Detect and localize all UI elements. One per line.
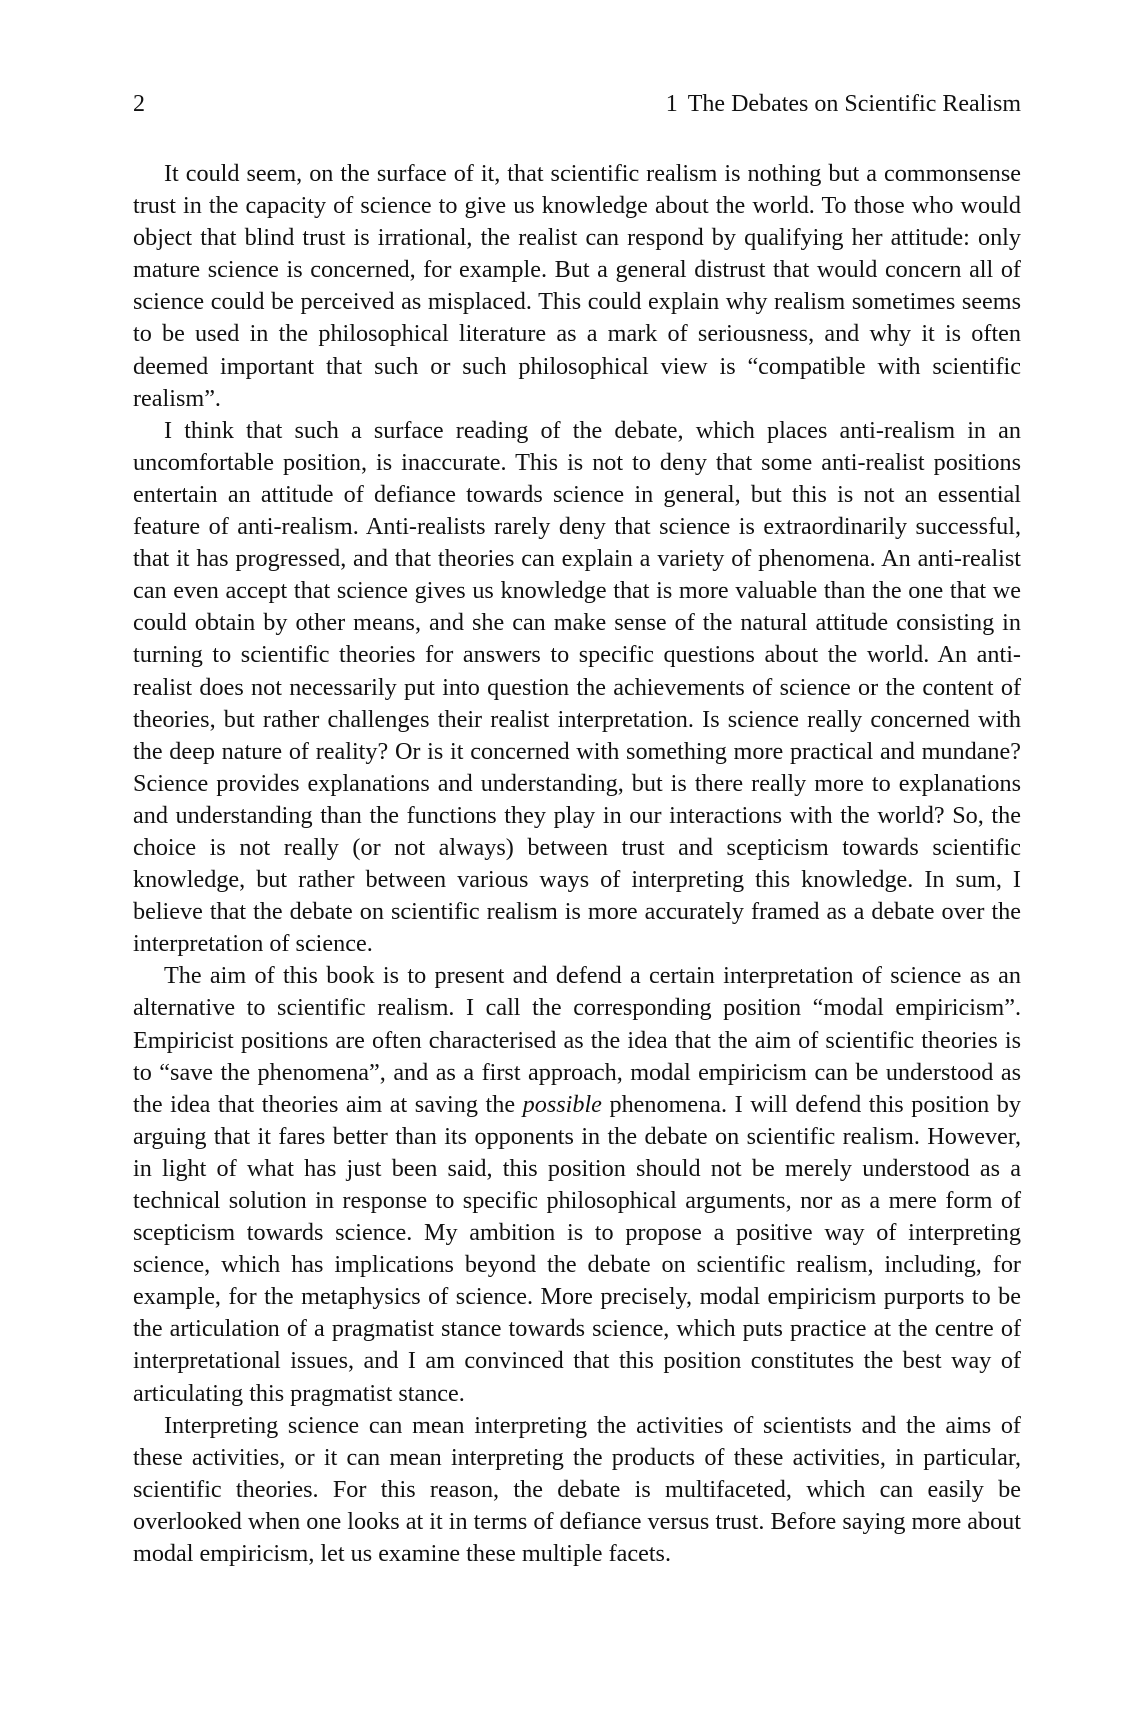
emphasis-possible: possible <box>522 1090 602 1118</box>
running-head-title <box>666 86 1021 122</box>
chapter-number: 1 <box>665 91 678 117</box>
chapter-title: The Debates on Scientific Realism <box>687 91 1021 117</box>
paragraph-1: It could seem, on the surface of it, that scientific realism is nothing but a commonsense trust in the capacity of science to give us knowledge about the world. To those who would object that blind trust is irrational, the realist can respond by qualifying her attitude: only mature science is concerned, for example. But a general distrust that would concern all of science could be perceived as misplaced. This could explain why realism sometimes seems to be used in the philosophical literature as a mark of seriousness, and why it is often deemed important that such or such philosophical view is “compatible with scientific realism”. <box>133 160 1021 412</box>
paragraph-3-text-after: phenomena. I will defend this position by arguing that it fares better than its opponents in the debate on scientific realism. However, in light of what has just been said, this position should not be merely understood as a technical solution in response to specific philosophical arguments, nor as a mere form of scepticism towards science. My ambition is to propose a positive way of interpreting science, which has implications beyond the debate on scientific realism, including, for example, for the metaphysics of science. More precisely, modal empiricism purports to be the articulation of a pragmatist stance towards science, which puts practice at the centre of interpretational issues, and I am convinced that this position constitutes the best way of articulating this pragmatist stance. <box>133 1090 1021 1407</box>
body-text <box>133 158 1021 1570</box>
running-head <box>133 86 1021 122</box>
paragraph-3-text-before: The aim of this book is to present and defend a certain interpretation of science as an alternative to scientific realism. I call the corresponding position “modal empiricism”. Empiricist positions are often characterised as the idea that the aim of scientific theories is to “save the phenomena”, and as a first approach, modal empiricism can be understood as the idea that theories aim at saving the <box>133 962 1021 1118</box>
paragraph-3 <box>133 960 1021 1409</box>
page-number: 2 <box>133 91 145 117</box>
paragraph-2: I think that such a surface reading of the debate, which places anti-realism in an uncomfortable position, is inaccurate. This is not to deny that some anti-realist positions entertain an attitude of defiance towards science in general, but this is not an essential feature of anti-realism. Anti-realists rarely deny that science is extraordinarily successful, that it has progressed, and that theories can explain a variety of phenomena. An anti-realist can even accept that science gives us knowledge that is more valuable than the one that we could obtain by other means, and she can make sense of the natural attitude consisting in turning to scientific theories for answers to specific questions about the world. An anti-realist does not necessarily put into question the achievements of science or the content of theories, but rather challenges their realist interpretation. Is science really concerned with the deep nature of reality? Or is it concerned with something more practical and mundane? Science provides explanations and understanding, but is there really more to explanations and understanding than the functions they play in our interactions with the world? So, the choice is not really (or not always) between trust and scepticism towards scientific knowledge, but rather between various ways of interpreting this knowledge. In sum, I believe that the debate on scientific realism is more accurately framed as a debate over the interpretation of science. <box>133 416 1021 958</box>
paragraph-4: Interpreting science can mean interpreting the activities of scientists and the aims of these activities, or it can mean interpreting the products of these activities, in particular, scientific theories. For this reason, the debate is multifaceted, which can easily be overlooked when one looks at it in terms of defiance versus trust. Before saying more about modal empiricism, let us examine these multiple facets. <box>133 1411 1021 1568</box>
